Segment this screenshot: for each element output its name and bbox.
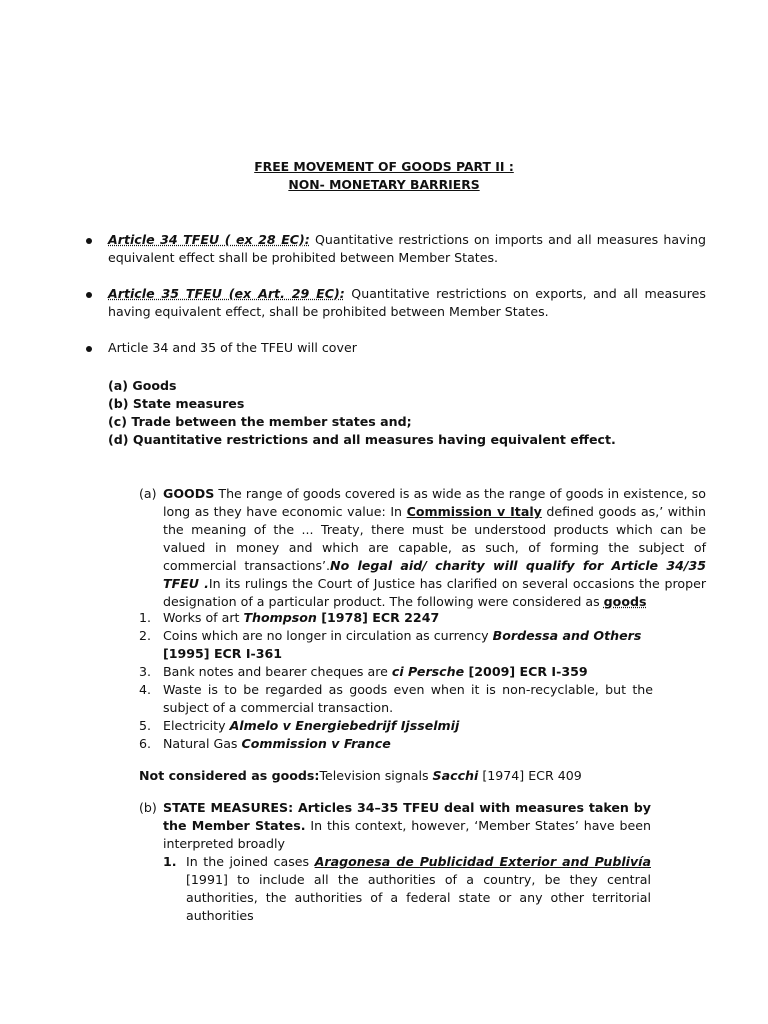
- list-item-continuation: [1995] ECR I-361: [163, 646, 283, 661]
- goods-heading: GOODS: [163, 486, 215, 501]
- state-measures-heading: STATE MEASURES: [163, 800, 289, 815]
- goods-paragraph: GOODS The range of goods covered is as wide as the range of goods in existence, so long as they have economic value: In Commission v Italy defined goods as,’ within the meaning of the ... Treaty, there must be understood products which can be valued in money and which are capable, as such, of forming the subject of commercial transactions’.No legal aid/ charity will qualify for Article 34/35 TFEU .In its rulings the Court of Justice has clarified on several occasions the proper designation of a particular product. The following were considered as goods: [163, 486, 707, 609]
- list-item: (c) Trade between the member states and;: [108, 414, 412, 429]
- list-item: Electricity Almelo v Energiebedrijf Ijsselmij: [163, 718, 460, 733]
- case-aragonesa: Aragonesa de Publicidad Exterior and Publivía: [314, 854, 651, 869]
- article-35-paragraph: [108, 285, 706, 321]
- bullet-icon: [85, 346, 93, 354]
- state-measures-paragraph: STATE MEASURES: Articles 34–35 TFEU deal with measures taken by the Member States. In this context, however, ‘Member States’ have been interpreted broadly: [163, 800, 651, 851]
- section-b-marker: (b): [139, 800, 157, 815]
- list-number: 5.: [139, 718, 152, 733]
- article-34-text: Quantitative restrictions on imports and all measures having equivalent effect shall be prohibited between Member States.: [108, 232, 706, 265]
- title-line-1: FREE MOVEMENT OF GOODS PART II :: [254, 159, 514, 174]
- list-item: Waste is to be regarded as goods even when it is non-recyclable, but the subject of a commercial transaction.: [163, 682, 653, 715]
- page-title: [0, 158, 768, 194]
- legal-aid-note: No legal aid/ charity will qualify for Article 34/35 TFEU .: [163, 558, 706, 591]
- section-a-marker: (a): [139, 486, 157, 501]
- bullet-icon: [85, 238, 93, 246]
- list-item: Natural Gas Commission v France: [163, 736, 391, 751]
- title-line-2: NON- MONETARY BARRIERS: [288, 177, 480, 192]
- list-number: 1.: [163, 854, 177, 869]
- bullet-icon: [85, 292, 93, 300]
- list-item: (d) Quantitative restrictions and all measures having equivalent effect.: [108, 432, 616, 447]
- list-item: Bank notes and bearer cheques are ci Persche [2009] ECR I-359: [163, 664, 588, 679]
- list-item: Works of art Thompson [1978] ECR 2247: [163, 610, 440, 625]
- goods-word: goods: [603, 594, 647, 609]
- coverage-paragraph: [108, 339, 706, 357]
- coverage-text: Article 34 and 35 of the TFEU will cover: [108, 340, 357, 355]
- list-item: (a) Goods: [108, 378, 177, 393]
- article-34-heading: Article 34 TFEU ( ex 28 EC):: [108, 232, 310, 247]
- list-number: 1.: [139, 610, 152, 625]
- not-goods-paragraph: Not considered as goods:Television signals Sacchi [1974] ECR 409: [139, 768, 582, 783]
- article-35-text: Quantitative restrictions on exports, and all measures having equivalent effect, shall be prohibited between Member States.: [108, 286, 706, 319]
- article-34-paragraph: [108, 231, 706, 267]
- list-item: In the joined cases Aragonesa de Publicidad Exterior and Publivía [1991] to include all the authorities of a country, be they central authorities, the authorities of a federal state or any other territorial authorities: [186, 854, 651, 923]
- list-number: 6.: [139, 736, 152, 751]
- list-item: Coins which are no longer in circulation as currency Bordessa and Others: [163, 628, 642, 643]
- coverage-list: [108, 377, 708, 449]
- list-number: 4.: [139, 682, 152, 697]
- not-goods-label: Not considered as goods:: [139, 768, 320, 783]
- article-35-heading: Article 35 TFEU (ex Art. 29 EC):: [108, 286, 345, 301]
- case-commission-v-italy: Commission v Italy: [406, 504, 542, 519]
- list-number: 3.: [139, 664, 152, 679]
- list-item: (b) State measures: [108, 396, 245, 411]
- list-number: 2.: [139, 628, 152, 643]
